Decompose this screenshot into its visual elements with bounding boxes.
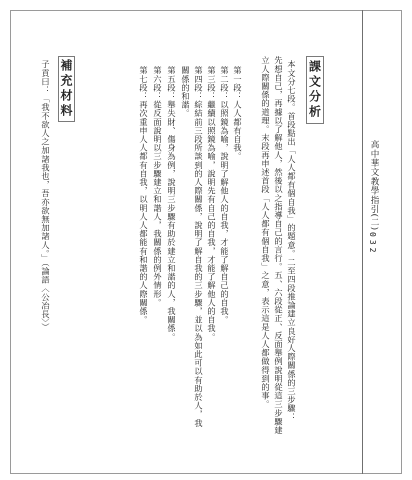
analysis-paragraph: 先想自己，再據以了解他人，然後以之指導自己的言行。五、六段從正、反面舉例說明從這三步驟建: [274, 56, 284, 435]
supplement-quote: 子貢曰：「我不欲人之加諸我也，吾亦欲無加諸人。」（論語〈公冶長〉）: [41, 60, 51, 332]
analysis-paragraph: 本文分七段。首段點出「人人都有個自我」的題意。二至四段推論建立良好人際關係的三步驟：: [287, 60, 297, 422]
analysis-paragraph: 立人際關係的道理。末段再申述首段「人人都有個自我」之意，表示這是人人都做得到的事。: [261, 56, 271, 409]
book-title: 高中華文教學指引(二): [369, 140, 379, 231]
analysis-paragraph: 第六段：從反面說明以三步驟建立和諧人，我關係的例外情形。: [153, 66, 163, 307]
analysis-heading: 課文分析: [307, 60, 322, 120]
analysis-paragraph: 第四段：綜結前三段所談到的人際關係，說明了解自我的三步驟，並以為如此可以有助於人，我: [194, 66, 204, 428]
analysis-paragraph: 第五段：舉失財、傷身為例，說明三步驟有助於建立和諧的人，我關係。: [167, 66, 177, 342]
header-divider: [362, 10, 363, 474]
page-number: 032: [368, 232, 377, 256]
analysis-paragraph: 關係的和諧。: [181, 66, 191, 118]
analysis-heading-box: [306, 56, 324, 124]
analysis-paragraph: 第一段：人人都有自我。: [233, 66, 243, 161]
analysis-paragraph: 第二段：以照鏡為喻，說明了解他人的自我，才能了解自己的自我。: [220, 66, 230, 324]
analysis-paragraph: 第三段：繼續以照鏡為喻，說明先有自己的自我，才能了解他人的自我。: [207, 66, 217, 342]
supplement-heading-box: [58, 56, 75, 122]
supplement-heading: 補充材料: [59, 59, 73, 119]
analysis-paragraph: 第七段：再次重申人人都有自我，以明人人都能有和諧的人際關係。: [139, 66, 149, 324]
